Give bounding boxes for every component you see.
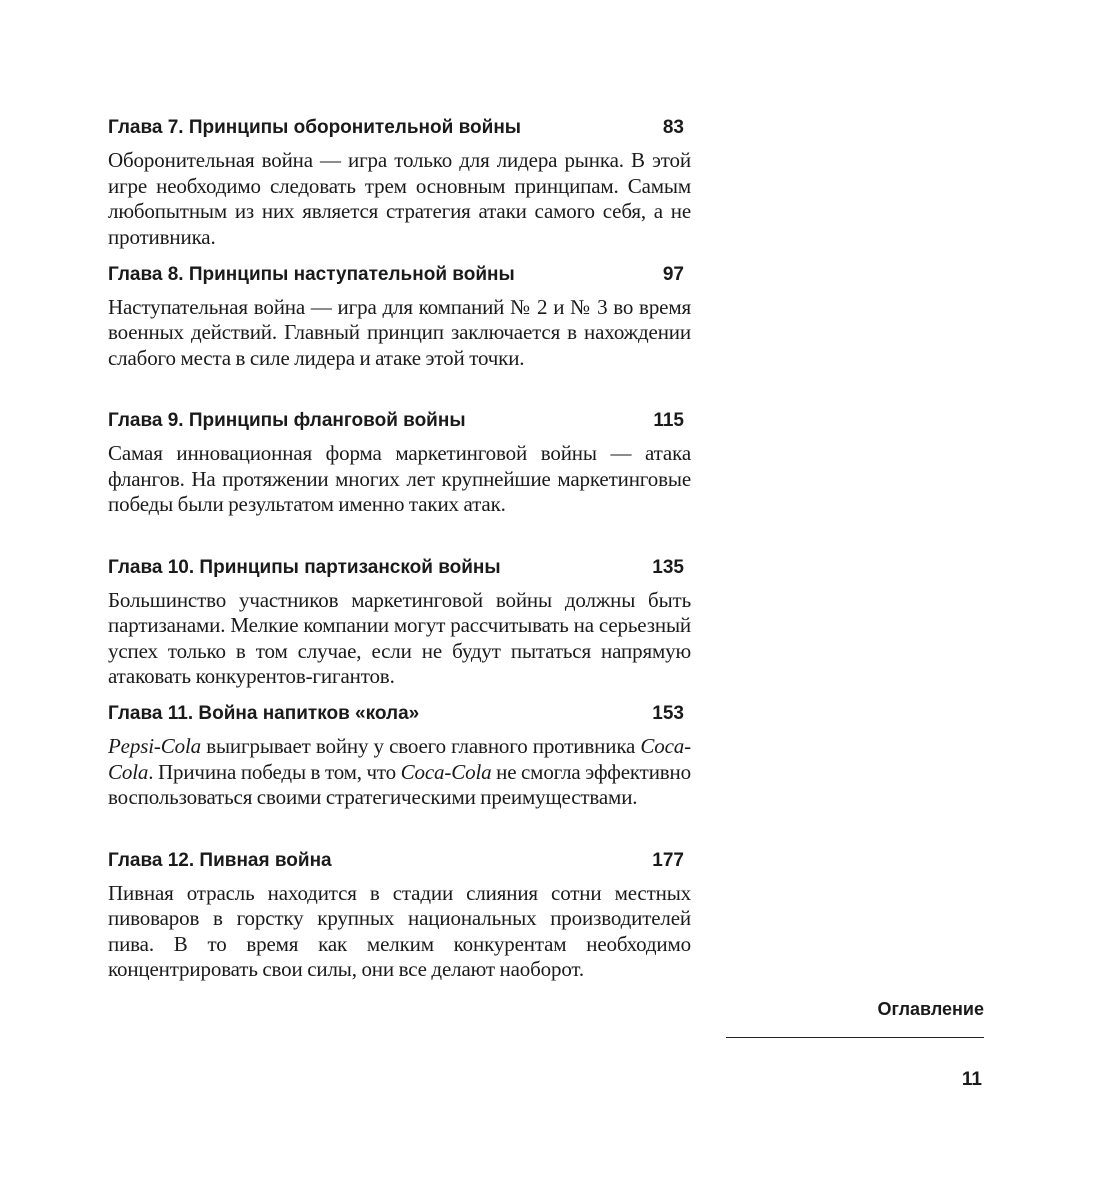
chapter-page-number: 83 xyxy=(662,117,684,138)
page-number: 11 xyxy=(961,1069,982,1090)
brand-name: Pepsi-Cola xyxy=(108,734,201,758)
chapter-title: Глава 7. Принципы оборонительной войны xyxy=(108,117,522,138)
chapter-description: Наступательная война — игра для компаний № 2 и № 3 во время военных действий. Главный принцип заключается в нахождении слабого места в силе лидера и атаке этой точки. xyxy=(108,294,691,370)
chapter-heading xyxy=(108,113,684,143)
toc-entry-chapter-11 xyxy=(108,699,691,846)
chapter-heading xyxy=(108,699,684,729)
chapter-page-number: 177 xyxy=(652,849,684,871)
toc-entry-chapter-7 xyxy=(108,113,691,260)
chapter-page-number: 135 xyxy=(652,556,684,578)
running-header: Оглавление xyxy=(877,999,984,1019)
chapter-page-number: 97 xyxy=(662,263,684,285)
chapter-title: Глава 8. Принципы наступательной войны xyxy=(108,263,515,285)
brand-name: Coca-Cola xyxy=(400,759,492,784)
chapter-heading xyxy=(108,260,684,290)
toc-entry-chapter-9 xyxy=(108,406,691,553)
toc-entry-chapter-10 xyxy=(108,553,691,700)
chapter-description: Pepsi-Cola выигрывает войну у своего главного противника Coca-Cola. Причина победы в том, что Coca-Cola не смогла эффективно воспользоваться своими стратегическими преимуществами. xyxy=(108,734,691,809)
chapter-title: Глава 12. Пивная война xyxy=(108,849,332,871)
chapter-page-number: 153 xyxy=(652,703,684,724)
chapter-heading xyxy=(108,846,684,876)
chapter-description: Оборонительная война — игра только для лидера рынка. В этой игре необходимо следовать трем основным принципам. Самым любопытным из них является стратегия атаки самого себя, а не противника. xyxy=(108,148,691,249)
toc-entry-chapter-12 xyxy=(108,846,691,993)
chapter-description: Большинство участников маркетинговой войны должны быть партизанами. Мелкие компании могут рассчитывать на серьезный успех только в том случае, если не будут пытаться напрямую атаковать конкурентов-гигантов. xyxy=(108,587,691,688)
chapter-title: Глава 9. Принципы фланговой войны xyxy=(108,410,466,431)
chapter-title: Глава 11. Война напитков «кола» xyxy=(108,703,420,724)
chapter-title: Глава 10. Принципы партизанской войны xyxy=(108,556,501,578)
toc-entry-chapter-8 xyxy=(108,260,691,407)
table-of-contents xyxy=(108,113,691,992)
chapter-heading xyxy=(108,406,684,436)
chapter-heading xyxy=(108,553,684,583)
chapter-page-number: 115 xyxy=(653,410,684,431)
header-divider xyxy=(726,1037,984,1038)
chapter-description: Пивная отрасль находится в стадии слияния сотни местных пивоваров в горстку крупных национальных производителей пива. В то время как мелким конкурентам необходимо концентрировать свои силы, они все делают наоборот. xyxy=(108,880,691,981)
chapter-description: Самая инновационная форма маркетинговой войны — атака флангов. На протяжении многих лет крупнейшие маркетинговые победы были результатом именно таких атак. xyxy=(108,441,691,516)
brand-name: Coca-Cola xyxy=(108,734,691,784)
